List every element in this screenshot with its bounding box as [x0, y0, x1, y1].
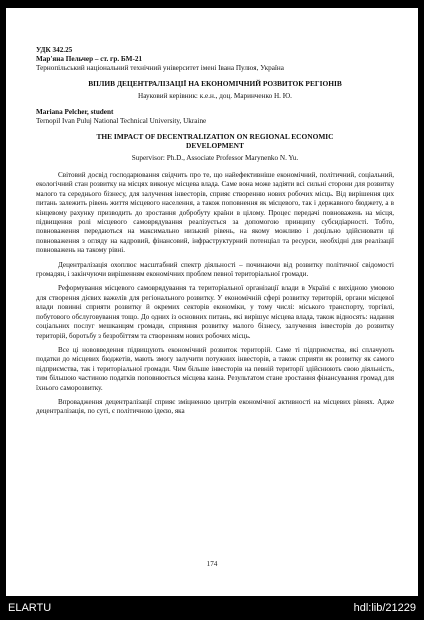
title-en-line2: DEVELOPMENT	[186, 141, 244, 150]
udc-code: УДК 342.25	[36, 46, 73, 54]
title-en	[36, 132, 394, 150]
affiliation-en: Ternopil Ivan Puluj National Technical University, Ukraine	[36, 117, 207, 125]
affiliation-ua: Тернопільський національний технічний університет імені Івана Пулюя, Україна	[36, 64, 284, 72]
paragraph-1: Світовий досвід господарювання свідчить про те, що найефективніше економічний, політичний, соціальний, екологічний стан розвитку на місцях виконує місцева влада. Саме вона може задіяти всі сильні сторони для розвитку малого та середнього бізнесу, для залучення інвесторів, сприяє створенню нових робочих місць. Від вирішення цих питань залежить рівень життя місцевого населення, а також поповнення як місцевого, так і державного бюджету, а в кінцевому рахунку призводить до зростання добробуту країни в цілому. Процес передачі повноважень на місця, підвищення ролі місцевого самоврядування реалізується за допомогою принципу субсидіарності. Тобто, повноваження передаються на максимально низький рівень, на якому можливо і доцільно здійснювати ці повноваження з огляду на кадровий, фінансовий, інфраструктурний потенціал та ресурси, необхідні для реалізації повноважень на такому рівні.	[36, 171, 394, 255]
handle-label: hdl:lib/21229	[353, 602, 416, 614]
author-en: Mariana Pelcher, student	[36, 108, 114, 116]
paragraph-4: Все ці нововведення підвищують економічний розвиток територій. Саме ті підприємства, які сплачують податки до місцевих бюджетів, мають змогу залучити потужних інвесторів, а також сприяти як розвитку як самого підприємства, так і територіальної громади. Чим більше інвесторів на певній території здійснюють свою діяльність, тим більшою частиною податків поповнюється місцева казна. Результатом стане зростання фінансування громад для їхнього саморозвитку.	[36, 345, 394, 392]
paragraph-2: Децентралізація охоплює масштабний спектр діяльності – починаючи від розвитку політичної свідомості громадян, і закінчуючи вирішенням економічних проблем певної територіальної громади.	[36, 260, 394, 279]
author-ua: Мар'яна Пельчер – ст. гр. БМ-21	[36, 55, 143, 63]
title-ua: ВПЛИВ ДЕЦЕНТРАЛІЗАЦІЇ НА ЕКОНОМІЧНИЙ РОЗВИТОК РЕГІОНІВ	[88, 79, 342, 88]
page-number: 174	[206, 560, 218, 568]
footer-bar	[0, 596, 424, 620]
paragraph-5: Впровадження децентралізації сприяє зміцненню центрів економічної активності на місцевих рівнях. Адже децентралізація, по суті, є політичною ідеєю, яка	[36, 397, 394, 416]
document-page	[6, 8, 418, 596]
supervisor-en: Supervisor: Ph.D., Associate Professor Marynenko N. Yu.	[131, 154, 299, 162]
repository-label: ELARTU	[8, 602, 52, 614]
title-en-line1: THE IMPACT OF DECENTRALIZATION ON REGIONAL ECONOMIC	[96, 132, 334, 141]
paragraph-3: Реформування місцевого самоврядування та територіальної організації влади в Україні є вихідною умовою для створення дієвих важелів для регіонального розвитку. У економічній сфері розвитку територій, органи місцевої влади повинні сприяти розвитку й окремих секторів економіки, у тому числі: міського транспорту, торгівлі, побутового обслуговування тощо. До одних із основних питань, які вирішує місцева влада, також відносять: надання соціальних послуг мешканцям громади, сприяння розвитку малого бізнесу, залучення інвесторів до розвитку територій, боротьбу з безробіттям та створенням нових робочих місць.	[36, 284, 394, 340]
supervisor-ua: Науковий керівник: к.е.н., доц. Маринченко Н. Ю.	[138, 92, 292, 100]
article	[36, 46, 394, 422]
